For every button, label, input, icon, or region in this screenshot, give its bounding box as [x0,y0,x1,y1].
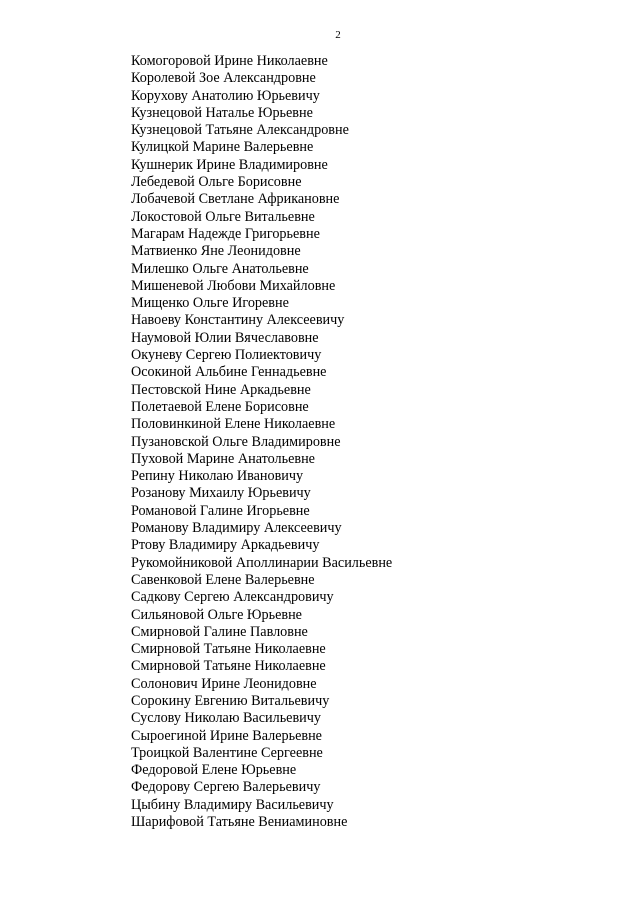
name-list-item: Солонович Ирине Леонидовне [131,675,317,692]
name-list-item: Королевой Зое Александровне [131,70,316,87]
name-list-item: Троицкой Валентине Сергеевне [131,744,323,761]
name-list-item: Наумовой Юлии Вячеславовне [131,329,319,346]
name-list-item: Смирновой Татьяне Николаевне [131,658,326,675]
name-list-item: Романову Владимиру Алексеевичу [131,520,342,537]
name-list-item: Федорову Сергею Валерьевичу [131,779,321,796]
name-list-item: Федоровой Елене Юрьевне [131,762,297,779]
name-list-item: Половинкиной Елене Николаевне [131,416,336,433]
name-list-item: Мищенко Ольге Игоревне [131,295,289,312]
name-list-item: Пестовской Нине Аркадьевне [131,381,311,398]
name-list-item: Суслову Николаю Васильевичу [131,710,321,727]
name-list-item: Осокиной Альбине Геннадьевне [131,364,327,381]
name-list-item: Корухову Анатолию Юрьевичу [131,87,320,104]
name-list-item: Сыроегиной Ирине Валерьевне [131,727,322,744]
name-list-item: Ртову Владимиру Аркадьевичу [131,537,320,554]
name-list-item: Смирновой Галине Павловне [131,623,308,640]
name-list [131,53,392,831]
name-list-item: Пузановской Ольге Владимировне [131,433,341,450]
name-list-item: Кушнерик Ирине Владимировне [131,156,328,173]
name-list-item: Пуховой Марине Анатольевне [131,450,315,467]
name-list-item: Навоеву Константину Алексеевичу [131,312,345,329]
name-list-item: Мишеневой Любови Михайловне [131,277,336,294]
name-list-item: Кулицкой Марине Валерьевне [131,139,314,156]
name-list-item: Окуневу Сергею Полиектовичу [131,347,322,364]
name-list-item: Сорокину Евгению Витальевичу [131,692,330,709]
name-list-item: Шарифовой Татьяне Вениаминовне [131,814,348,831]
name-list-item: Сильяновой Ольге Юрьевне [131,606,302,623]
name-list-item: Локостовой Ольге Витальевне [131,208,315,225]
name-list-item: Смирновой Татьяне Николаевне [131,641,326,658]
name-list-item: Полетаевой Елене Борисовне [131,398,309,415]
name-list-item: Матвиенко Яне Леонидовне [131,243,301,260]
page-number: 2 [335,29,341,41]
name-list-item: Лебедевой Ольге Борисовне [131,174,302,191]
name-list-item: Милешко Ольге Анатольевне [131,260,309,277]
name-list-item: Лобачевой Светлане Африкановне [131,191,340,208]
name-list-item: Рукомойниковой Аполлинарии Васильевне [131,554,393,571]
name-list-item: Розанову Михаилу Юрьевичу [131,485,311,502]
name-list-item: Магарам Надежде Григорьевне [131,225,320,242]
name-list-item: Цыбину Владимиру Васильевичу [131,796,334,813]
name-list-item: Кузнецовой Татьяне Александровне [131,122,349,139]
name-list-item: Савенковой Елене Валерьевне [131,571,315,588]
name-list-item: Романовой Галине Игорьевне [131,502,310,519]
name-list-item: Комогоровой Ирине Николаевне [131,53,328,69]
name-list-item: Репину Николаю Ивановичу [131,468,304,485]
name-list-item: Кузнецовой Наталье Юрьевне [131,104,313,121]
name-list-item: Садкову Сергею Александровичу [131,589,334,606]
